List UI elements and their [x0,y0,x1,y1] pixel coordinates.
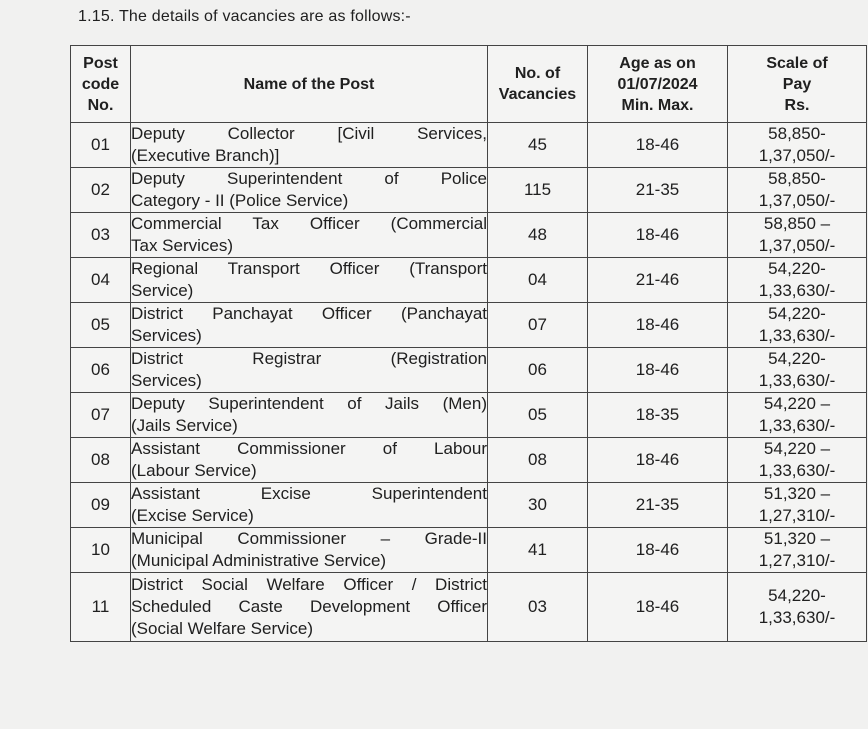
post-name-line: Services) [131,371,202,390]
table-row [71,348,867,393]
vacancies-cell: 115 [488,168,588,213]
vacancies-cell: 30 [488,483,588,528]
post-name-line: District Panchayat Officer (Panchayat [131,304,487,323]
pay-scale-line: 1,33,630/- [758,608,836,627]
pay-scale-line: 1,33,630/- [758,281,836,300]
post-code-cell: 10 [71,528,131,573]
post-name-line: (Jails Service) [131,416,238,435]
post-name-line: (Executive Branch)] [131,146,280,165]
vacancies-cell: 48 [488,213,588,258]
pay-scale-line: 58,850 – [763,214,831,233]
table-row [71,528,867,573]
pay-scale-line: 1,33,630/- [758,461,836,480]
pay-scale-cell [728,303,867,348]
pay-scale-cell [728,168,867,213]
age-limit-cell: 18-46 [588,348,728,393]
vacancies-cell: 07 [488,303,588,348]
post-name-cell [131,438,488,483]
pay-scale-line: 54,220- [768,304,826,323]
post-name-line: (Social Welfare Service) [131,619,314,638]
pay-scale-line: 1,27,310/- [758,506,836,525]
table-row [71,483,867,528]
post-name-line: Services) [131,326,202,345]
vacancies-cell: 06 [488,348,588,393]
post-name-line: (Labour Service) [131,461,257,480]
post-code-cell: 07 [71,393,131,438]
age-limit-cell: 21-35 [588,483,728,528]
post-code-cell: 08 [71,438,131,483]
post-name-line: District Social Welfare Officer / District [131,575,487,594]
post-name-cell [131,213,488,258]
pay-scale-line: 58,850- [768,169,826,188]
age-limit-cell: 18-35 [588,393,728,438]
post-code-cell: 09 [71,483,131,528]
post-name-line: Scheduled Caste Development Officer [131,597,487,616]
pay-scale-cell [728,123,867,168]
pay-scale-cell [728,258,867,303]
post-code-cell: 01 [71,123,131,168]
pay-scale-cell [728,483,867,528]
post-name-line: Deputy Superintendent of Jails (Men) [131,394,487,413]
pay-scale-line: 54,220 – [763,394,831,413]
age-limit-cell: 21-46 [588,258,728,303]
header-name-of-post: Name of the Post [131,46,488,123]
vacancies-cell: 05 [488,393,588,438]
post-name-cell [131,168,488,213]
vacancies-cell: 03 [488,573,588,642]
age-limit-cell: 18-46 [588,213,728,258]
pay-scale-cell [728,393,867,438]
post-name-cell [131,573,488,642]
pay-scale-cell [728,438,867,483]
vacancies-cell: 45 [488,123,588,168]
pay-scale-line: 1,33,630/- [758,416,836,435]
post-name-line: Service) [131,281,194,300]
post-name-line: Deputy Superintendent of Police [131,169,487,188]
table-row [71,258,867,303]
age-limit-cell: 18-46 [588,528,728,573]
pay-scale-line: 1,37,050/- [758,236,836,255]
pay-scale-line: 51,320 – [763,529,831,548]
pay-scale-cell [728,213,867,258]
post-name-cell [131,348,488,393]
post-name-cell [131,258,488,303]
vacancies-cell: 08 [488,438,588,483]
age-limit-cell: 18-46 [588,123,728,168]
vacancies-table [70,45,867,642]
pay-scale-line: 1,33,630/- [758,371,836,390]
section-heading: 1.15. The details of vacancies are as follows:- [78,8,411,25]
pay-scale-line: 51,320 – [763,484,831,503]
table-row [71,303,867,348]
table-row [71,123,867,168]
table-row [71,393,867,438]
post-name-line: Assistant Excise Superintendent [131,484,487,503]
age-limit-cell: 18-46 [588,573,728,642]
post-name-cell [131,528,488,573]
age-limit-cell: 18-46 [588,303,728,348]
post-code-cell: 06 [71,348,131,393]
pay-scale-line: 54,220- [768,259,826,278]
post-name-line: Assistant Commissioner of Labour [131,439,487,458]
post-name-line: (Excise Service) [131,506,254,525]
pay-scale-line: 1,33,630/- [758,326,836,345]
table-row [71,168,867,213]
post-name-cell [131,483,488,528]
table-row [71,213,867,258]
pay-scale-line: 54,220 – [763,439,831,458]
table-row [71,438,867,483]
post-name-line: (Municipal Administrative Service) [131,551,387,570]
header-vacancies: No. of Vacancies [488,46,588,123]
pay-scale-line: 58,850- [768,124,826,143]
post-name-cell [131,303,488,348]
post-name-line: Regional Transport Officer (Transport [131,259,487,278]
table-header-row [71,46,867,123]
pay-scale-line: 1,37,050/- [758,146,836,165]
header-pay-scale: Scale of Pay Rs. [728,46,867,123]
vacancies-cell: 04 [488,258,588,303]
post-name-cell [131,393,488,438]
post-name-line: Commercial Tax Officer (Commercial [131,214,487,233]
header-post-code: Post code No. [71,46,131,123]
post-name-cell [131,123,488,168]
post-code-cell: 11 [71,573,131,642]
pay-scale-cell [728,573,867,642]
header-age: Age as on 01/07/2024 Min. Max. [588,46,728,123]
post-name-line: Municipal Commissioner – Grade-II [131,529,487,548]
post-code-cell: 03 [71,213,131,258]
pay-scale-cell [728,348,867,393]
pay-scale-line: 54,220- [768,349,826,368]
pay-scale-line: 54,220- [768,586,826,605]
pay-scale-line: 1,37,050/- [758,191,836,210]
age-limit-cell: 21-35 [588,168,728,213]
vacancies-cell: 41 [488,528,588,573]
post-name-line: District Registrar (Registration [131,349,487,368]
post-code-cell: 02 [71,168,131,213]
post-name-line: Tax Services) [131,236,234,255]
age-limit-cell: 18-46 [588,438,728,483]
post-code-cell: 05 [71,303,131,348]
post-name-line: Deputy Collector [Civil Services, [131,124,487,143]
pay-scale-line: 1,27,310/- [758,551,836,570]
pay-scale-cell [728,528,867,573]
post-code-cell: 04 [71,258,131,303]
table-row [71,573,867,642]
post-name-line: Category - II (Police Service) [131,191,349,210]
